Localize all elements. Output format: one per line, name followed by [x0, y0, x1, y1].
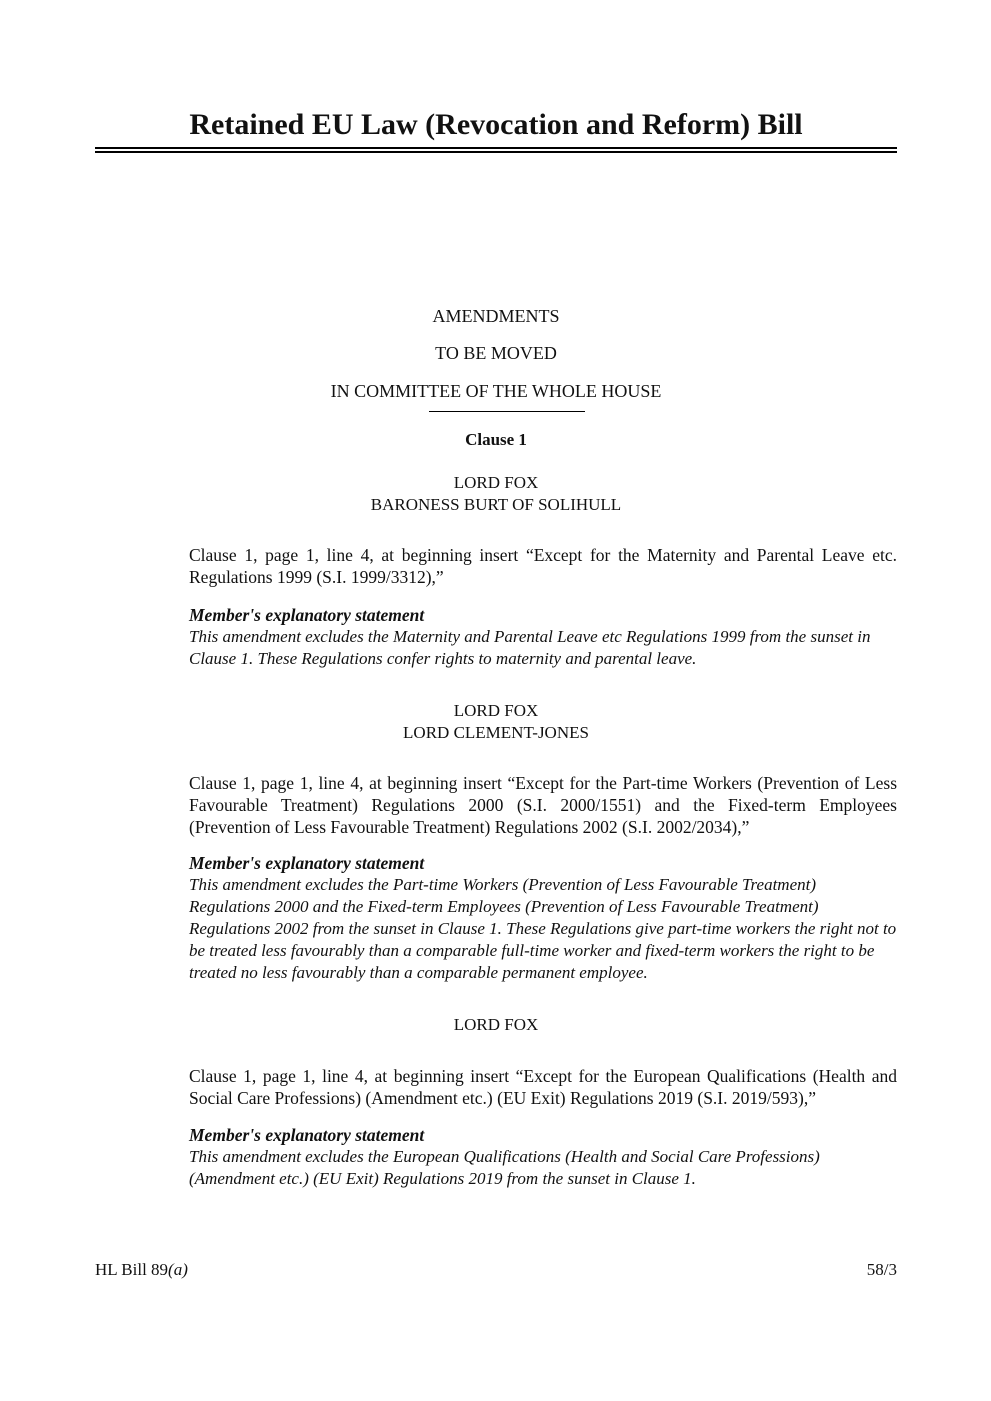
explanatory-statement: This amendment excludes the Part-time Workers (Prevention of Less Favourable Treatment) Regulations 2000 and the Fixed-term Employees (Prevention of Less Favourable Treatment) Regulations 2002 from the sunset in Clause 1. These Regulations give part-time workers the right not to be treated less favourably than a comparable full-time worker and fixed-term workers the right to be treated no less favourably than a comparable permanent employee.: [189, 875, 897, 982]
statement-heading: Member's explanatory statement: [189, 1125, 425, 1145]
amendment-text: Clause 1, page 1, line 4, at beginning insert “Except for the Maternity and Parental Leave etc. Regulations 1999 (S.I. 1999/3312),”: [189, 545, 897, 587]
statement-heading: Member's explanatory statement: [189, 853, 425, 873]
member-name: BARONESS BURT OF SOLIHULL: [370, 495, 622, 514]
member-name: LORD CLEMENT-JONES: [403, 723, 589, 742]
bill-number: HL Bill 89: [95, 1260, 169, 1279]
title-rule: [95, 151, 897, 153]
footer-reference: 58/3: [866, 1260, 897, 1279]
explanatory-statement: This amendment excludes the European Qualifications (Health and Social Care Professions) (Amendment etc.) (EU Exit) Regulations 2019 from the sunset in Clause 1.: [189, 1147, 820, 1188]
heading-line: AMENDMENTS: [432, 306, 560, 326]
explanatory-statement: This amendment excludes the Maternity and Parental Leave etc Regulations 1999 from the sunset in Clause 1. These Regulations confer rights to maternity and parental leave.: [189, 627, 871, 668]
heading-rule: [429, 411, 585, 412]
amendment-text: Clause 1, page 1, line 4, at beginning insert “Except for the European Qualifications (Health and Social Care Professions) (Amendment etc.) (EU Exit) Regulations 2019 (S.I. 2019/593),”: [189, 1066, 897, 1108]
member-name: LORD FOX: [453, 701, 539, 720]
title-rule: [95, 147, 897, 149]
bill-title: Retained EU Law (Revocation and Reform) Bill: [189, 108, 803, 141]
bill-suffix: (a): [168, 1260, 188, 1279]
heading-line: IN COMMITTEE OF THE WHOLE HOUSE: [330, 381, 662, 401]
member-name: LORD FOX: [453, 1015, 539, 1034]
statement-heading: Member's explanatory statement: [189, 605, 425, 625]
member-name: LORD FOX: [453, 473, 539, 492]
clause-heading: Clause 1: [465, 430, 527, 449]
footer-bill-number: [95, 1260, 188, 1280]
heading-line: TO BE MOVED: [435, 343, 557, 363]
amendment-text: Clause 1, page 1, line 4, at beginning insert “Except for the Part-time Workers (Prevention of Less Favourable Treatment) Regulations 2000 (S.I. 2000/1551) and the Fixed-term Employees (Prevention of Less Favourable Treatment) Regulations 2002 (S.I. 2002/2034),”: [189, 773, 897, 837]
